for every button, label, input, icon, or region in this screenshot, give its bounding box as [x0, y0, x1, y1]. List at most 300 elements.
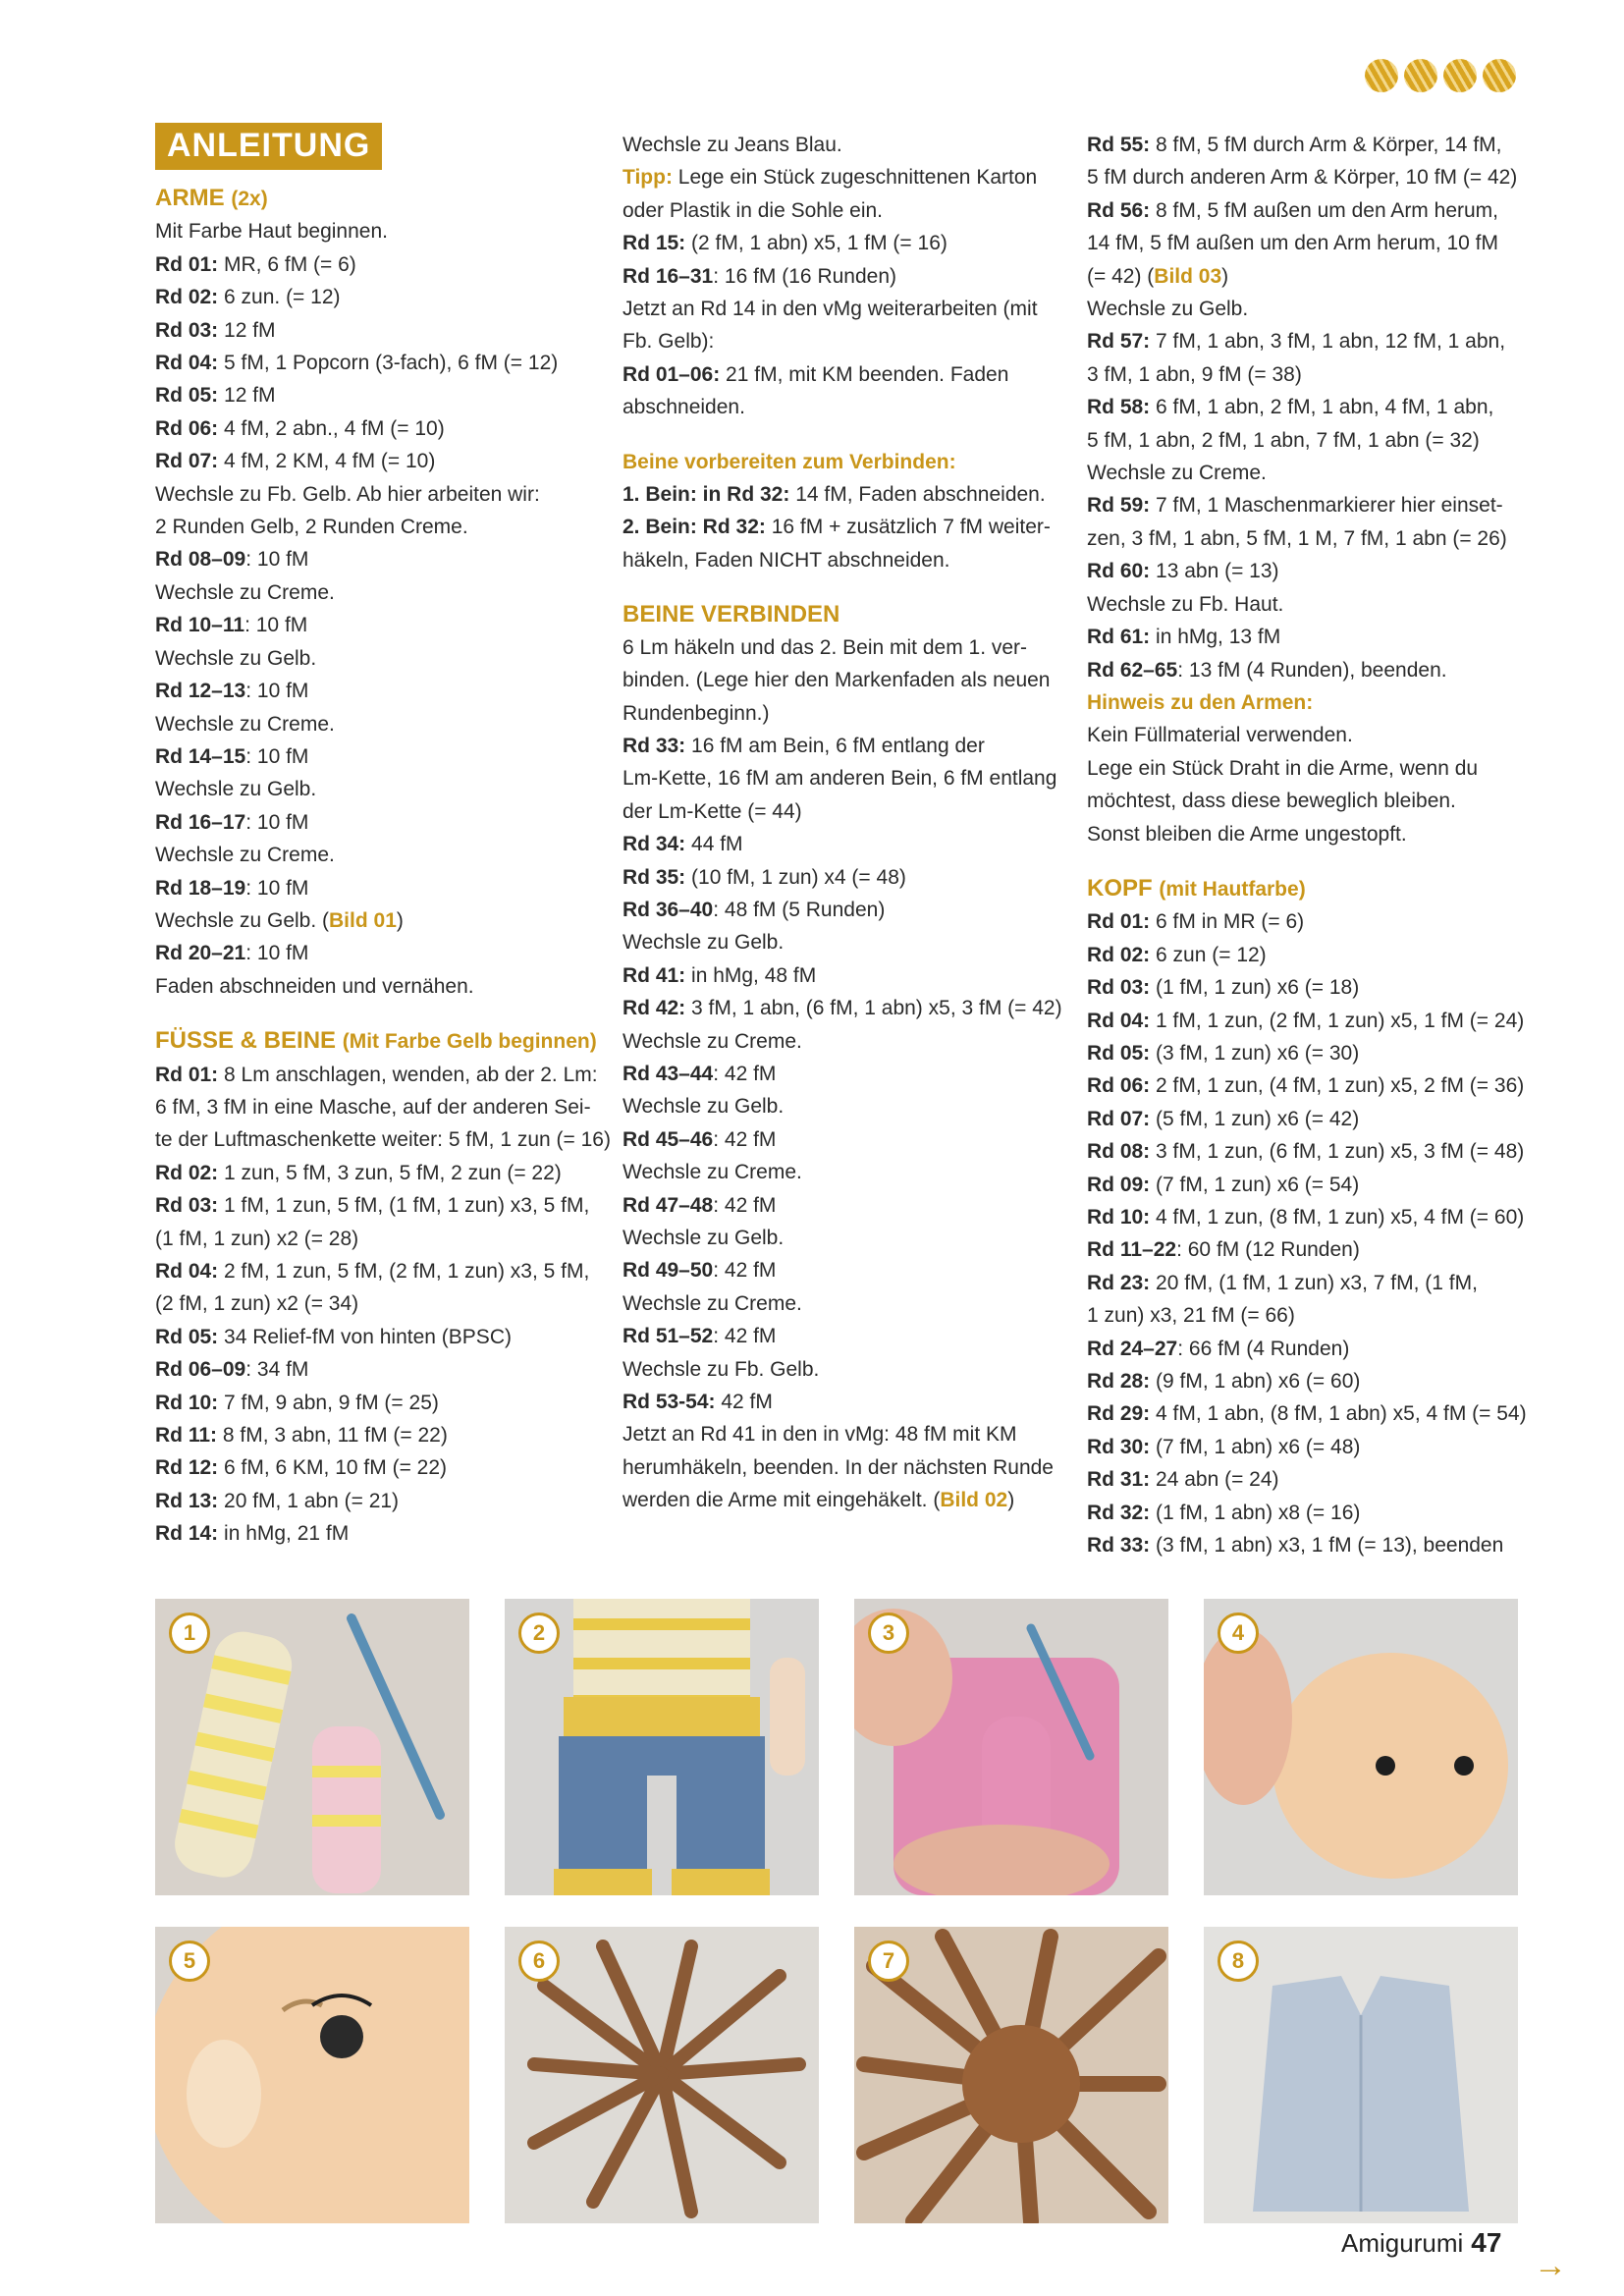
column-1: [155, 123, 611, 1551]
round-text: 1 fM, 1 zun, 5 fM, (1 fM, 1 zun) x3, 5 fM,: [218, 1194, 590, 1218]
round-text: Wechsle zu Creme.: [155, 580, 335, 604]
round-text: (3 fM, 1 zun) x6 (= 30): [1150, 1041, 1360, 1065]
round-label: Rd 47–48: [623, 1193, 714, 1217]
round-text: Jetzt an Rd 41 in den in vMg: 48 fM mit KM: [623, 1423, 1017, 1447]
instruction-line: [155, 708, 611, 740]
round-text: Wechsle zu Creme.: [623, 1161, 802, 1184]
instruction-line: [155, 1387, 611, 1419]
instruction-line: [623, 1287, 1062, 1320]
instruction-line: [155, 1287, 611, 1320]
round-text: 6 Lm häkeln und das 2. Bein mit dem 1. ver-: [623, 635, 1028, 659]
section-banner: ANLEITUNG: [155, 123, 382, 170]
round-text: : 42 fM: [713, 1127, 777, 1151]
yarn-ball-icon: [1443, 59, 1477, 92]
round-text: (1 fM, 1 zun) x2 (= 28): [155, 1227, 359, 1250]
round-label: Rd 32:: [1087, 1501, 1151, 1524]
yarn-ball-icon: [1365, 59, 1398, 92]
instruction-line: [623, 1353, 1062, 1386]
bild03-post: ): [1221, 264, 1229, 288]
instruction-line: [155, 314, 611, 347]
round-text: : 10 fM: [244, 614, 308, 637]
round-text: 3 fM, 1 abn, (6 fM, 1 abn) x5, 3 fM (= 42): [685, 997, 1062, 1020]
text-line: Lege ein Stück Draht in die Arme, wenn du: [1087, 756, 1479, 780]
arme-end-instructions: [155, 937, 611, 1003]
tipp-line-2: oder Plastik in die Sohle ein.: [623, 198, 883, 222]
round-label: Rd 11:: [155, 1424, 218, 1448]
instruction-line: [623, 1189, 1062, 1222]
round-text: (1 fM, 1 zun) x6 (= 18): [1150, 976, 1360, 1000]
round-label: Rd 02:: [1087, 943, 1151, 966]
round-label: Rd 53-54:: [623, 1391, 716, 1414]
round-text: 12 fM: [218, 318, 276, 342]
round-label: Rd 07:: [155, 450, 219, 473]
round-text: 6 fM, 1 abn, 2 fM, 1 abn, 4 fM, 1 abn,: [1150, 396, 1494, 419]
round-text: 8 fM, 3 abn, 11 fM (= 22): [217, 1424, 448, 1448]
round-text: (1 fM, 1 abn) x8 (= 16): [1150, 1501, 1361, 1524]
round-label: Rd 16–17: [155, 810, 246, 834]
instruction-line: [155, 1123, 611, 1156]
body-instructions-2: [1087, 293, 1527, 686]
round-label: Rd 51–52: [623, 1325, 714, 1348]
round-label: Rd 10:: [155, 1391, 219, 1414]
instruction-line: [1087, 161, 1527, 193]
instruction-line: [1087, 1397, 1527, 1430]
round-text: Wechsle zu Creme.: [623, 1029, 802, 1053]
round-text: (3 fM, 1 abn) x3, 1 fM (= 13), beenden: [1150, 1534, 1504, 1558]
instruction-line: [1087, 1201, 1527, 1233]
round-label: Rd 45–46: [623, 1127, 714, 1151]
instruction-line: [623, 894, 1062, 926]
round-text: : 10 fM: [245, 810, 309, 834]
instruction-line: [155, 937, 611, 969]
round-text: 16 fM + zusätzlich 7 fM weiter-: [765, 516, 1051, 539]
round-text: 3 fM, 1 abn, 9 fM (= 38): [1087, 362, 1302, 386]
round-text: : 10 fM: [245, 744, 309, 768]
round-label: Rd 49–50: [623, 1259, 714, 1283]
round-text: te der Luftmaschenkette weiter: 5 fM, 1 zun (= 16): [155, 1128, 611, 1152]
round-label: Rd 55:: [1087, 134, 1151, 156]
round-text: : 10 fM: [245, 680, 309, 703]
round-text: Wechsle zu Fb. Gelb.: [623, 1357, 820, 1381]
instruction-line: [1087, 1497, 1527, 1529]
round-label: Rd 08:: [1087, 1140, 1151, 1164]
instruction-line: [1087, 457, 1527, 489]
body-instructions: [1087, 129, 1527, 260]
round-label: Rd 15:: [623, 232, 686, 255]
round-text: 8 Lm anschlagen, wenden, ab der 2. Lm:: [218, 1063, 598, 1086]
round-label: Rd 05:: [1087, 1041, 1151, 1065]
fuesse-instructions: [155, 1059, 611, 1551]
round-label: Rd 43–44: [623, 1062, 714, 1085]
instruction-line: [1087, 971, 1527, 1004]
instruction-line: [1087, 588, 1527, 621]
round-label: Rd 60:: [1087, 560, 1151, 583]
round-text: : 42 fM: [713, 1259, 777, 1283]
round-label: Rd 02:: [155, 1161, 219, 1184]
round-label: Rd 04:: [155, 352, 219, 375]
hinweis-heading: Hinweis zu den Armen:: [1087, 690, 1314, 714]
photo-8-vest: [1204, 1927, 1518, 2223]
yarn-ball-icon: [1404, 59, 1437, 92]
round-label: Rd 12–13: [155, 680, 246, 703]
instruction-line: [1087, 293, 1527, 325]
round-label: Rd 08–09: [155, 548, 246, 572]
round-text: zen, 3 fM, 1 abn, 5 fM, 1 M, 7 fM, 1 abn (= 26): [1087, 526, 1507, 550]
round-label: Rd 11–22: [1087, 1238, 1177, 1262]
round-label: Rd 61:: [1087, 626, 1151, 649]
round-label: Rd 07:: [1087, 1107, 1151, 1130]
instruction-line: [155, 215, 611, 247]
instruction-line: [155, 543, 611, 575]
round-text: (2 fM, 1 abn) x5, 1 fM (= 16): [685, 232, 947, 255]
instruction-line: [623, 697, 1062, 730]
photo-5-face-eye: [155, 1927, 469, 2223]
round-label: Rd 29:: [1087, 1402, 1151, 1426]
round-text: Fb. Gelb):: [623, 330, 715, 354]
round-text: 8 fM, 5 fM durch Arm & Körper, 14 fM,: [1150, 134, 1502, 156]
magazine-name: Amigurumi: [1341, 2228, 1464, 2258]
instruction-line: [623, 1025, 1062, 1058]
verbinden-instructions: [623, 631, 1062, 1485]
round-label: Rd 23:: [1087, 1271, 1151, 1294]
round-text: Wechsle zu Creme.: [623, 1291, 802, 1315]
instruction-line: [155, 1223, 611, 1255]
fuesse-heading: [155, 1024, 611, 1058]
instruction-line: [155, 1451, 611, 1484]
instruction-line: [623, 631, 1062, 664]
photo-number: 8: [1218, 1941, 1259, 1982]
instruction-line: [1087, 424, 1527, 457]
round-text: in hMg, 13 fM: [1150, 626, 1281, 649]
instruction-line: [1087, 129, 1527, 161]
instruction-line: [155, 740, 611, 773]
instruction-line: [1087, 1135, 1527, 1168]
instruction-line: [155, 1517, 611, 1550]
round-label: Rd 09:: [1087, 1173, 1151, 1196]
instruction-line: [155, 1321, 611, 1353]
round-text: (7 fM, 1 zun) x6 (= 54): [1150, 1173, 1360, 1196]
instruction-line: [155, 347, 611, 379]
instruction-line: [155, 839, 611, 871]
round-text: : 13 fM (4 Runden), beenden.: [1177, 658, 1447, 682]
yarn-balls-decoration: [1365, 59, 1516, 92]
round-label: Rd 01:: [155, 1063, 219, 1086]
round-label: Rd 10–11: [155, 614, 245, 637]
round-label: Rd 03:: [155, 1194, 219, 1218]
round-text: 6 fM in MR (= 6): [1150, 910, 1305, 934]
bild02-pre: werden die Arme mit eingehäkelt. (: [623, 1489, 941, 1512]
round-label: Rd 28:: [1087, 1370, 1151, 1394]
instruction-line: [1087, 654, 1527, 686]
instruction-line: [623, 325, 1062, 357]
round-text: 14 fM, 5 fM außen um den Arm herum, 10 fM: [1087, 232, 1499, 255]
round-label: Rd 01:: [155, 252, 219, 276]
arme-instructions: [155, 215, 611, 904]
photo-2-body-legs: [505, 1599, 819, 1895]
instruction-line: [155, 1059, 611, 1091]
instruction-line: [155, 609, 611, 641]
round-label: Rd 01–06:: [623, 362, 721, 386]
round-label: Rd 06:: [1087, 1074, 1151, 1098]
round-text: : 16 fM (16 Runden): [713, 264, 896, 288]
instruction-line: [623, 511, 1062, 543]
instruction-line: [623, 293, 1062, 325]
round-text: 13 abn (= 13): [1150, 560, 1279, 583]
photo-number: 4: [1218, 1613, 1259, 1654]
round-label: Rd 03:: [155, 318, 219, 342]
round-text: 1 zun) x3, 21 fM (= 66): [1087, 1304, 1295, 1328]
round-text: 7 fM, 1 abn, 3 fM, 1 abn, 12 fM, 1 abn,: [1150, 330, 1506, 354]
photo-number: 6: [518, 1941, 560, 1982]
instruction-line: [155, 1157, 611, 1189]
round-text: : 42 fM: [713, 1062, 777, 1085]
round-text: Rundenbeginn.): [623, 701, 770, 725]
instruction-line: [623, 544, 1062, 576]
instruction-line: [155, 1419, 611, 1451]
instruction-line: [155, 511, 611, 543]
round-text: 2 fM, 1 zun, (4 fM, 1 zun) x5, 2 fM (= 36): [1150, 1074, 1525, 1098]
tipp-label: Tipp:: [623, 166, 673, 190]
instruction-line: [155, 281, 611, 313]
round-text: 4 fM, 2 KM, 4 fM (= 10): [218, 450, 436, 473]
round-label: Rd 05:: [155, 1325, 219, 1348]
instruction-line: [1087, 1037, 1527, 1069]
round-label: Rd 33:: [1087, 1534, 1151, 1558]
bild02-line: [623, 1484, 1062, 1516]
round-text: Wechsle zu Creme.: [155, 712, 335, 736]
instruction-line: [155, 1189, 611, 1222]
instruction-line: [1087, 1169, 1527, 1201]
round-text: 1 zun, 5 fM, 3 zun, 5 fM, 2 zun (= 22): [218, 1161, 562, 1184]
instruction-line: [1087, 1299, 1527, 1332]
round-text: : 42 fM: [713, 1325, 777, 1348]
instruction-line: [623, 762, 1062, 794]
round-label: Rd 36–40: [623, 898, 714, 921]
round-text: Jetzt an Rd 14 in den vMg weiterarbeiten (mit: [623, 298, 1038, 321]
instruction-line: [155, 872, 611, 904]
bild03-pre: (= 42) (: [1087, 264, 1155, 288]
photo-number: 7: [868, 1941, 909, 1982]
arme-heading: [155, 182, 611, 215]
instruction-line: [1087, 1365, 1527, 1397]
instruction-line: [623, 1058, 1062, 1090]
round-label: Rd 33:: [623, 734, 686, 757]
round-label: Rd 58:: [1087, 396, 1151, 419]
instruction-line: [155, 806, 611, 839]
round-text: 14 fM, Faden abschneiden.: [789, 483, 1046, 507]
round-text: 7 fM, 9 abn, 9 fM (= 25): [218, 1391, 439, 1414]
round-text: (9 fM, 1 abn) x6 (= 60): [1150, 1370, 1361, 1394]
round-text: : 66 fM (4 Runden): [1177, 1337, 1350, 1360]
round-text: binden. (Lege hier den Markenfaden als neuen: [623, 669, 1051, 692]
photo-7-hair-cap: [854, 1927, 1168, 2223]
instruction-line: [155, 970, 611, 1003]
bild01-pre: Wechsle zu Gelb. (: [155, 908, 330, 932]
round-text: Wechsle zu Gelb.: [155, 646, 317, 670]
vorbereiten-heading: Beine vorbereiten zum Verbinden:: [623, 450, 956, 473]
round-text: : 10 fM: [245, 942, 309, 965]
round-label: Rd 42:: [623, 997, 686, 1020]
hinweis-text: [1087, 719, 1527, 850]
round-text: Wechsle zu Fb. Haut.: [1087, 592, 1284, 616]
instruction-line: [623, 358, 1062, 391]
round-text: 44 fM: [685, 833, 743, 856]
instruction-line: [1087, 1431, 1527, 1463]
instruction-line: [1087, 905, 1527, 938]
instruction-line: [623, 1222, 1062, 1254]
round-text: 16 fM am Bein, 6 fM entlang der: [685, 734, 985, 757]
instruction-line: [155, 412, 611, 445]
leg-instructions: [623, 227, 1062, 423]
instruction-line: [1087, 1069, 1527, 1102]
round-text: 1 fM, 1 zun, (2 fM, 1 zun) x5, 1 fM (= 24): [1150, 1009, 1525, 1032]
round-label: Rd 24–27: [1087, 1337, 1178, 1360]
round-label: Rd 41:: [623, 963, 686, 987]
bild01-line: [155, 904, 611, 937]
instruction-line: [155, 445, 611, 477]
round-text: 4 fM, 1 zun, (8 fM, 1 zun) x5, 4 fM (= 60): [1150, 1206, 1525, 1229]
instruction-line: [155, 773, 611, 805]
round-label: Rd 04:: [155, 1260, 219, 1283]
instruction-line: [155, 642, 611, 675]
instruction-line: [1087, 1267, 1527, 1299]
kopf-sub: (mit Hautfarbe): [1159, 877, 1306, 901]
round-text: 12 fM: [218, 384, 276, 408]
round-text: Wechsle zu Creme.: [155, 844, 335, 867]
instruction-line: [1087, 1333, 1527, 1365]
photo-number: 1: [169, 1613, 210, 1654]
round-text: Wechsle zu Creme.: [1087, 462, 1267, 485]
round-label: Rd 34:: [623, 833, 686, 856]
round-text: (2 fM, 1 zun) x2 (= 34): [155, 1292, 359, 1316]
photo-3-pink-body: [854, 1599, 1168, 1895]
round-text: 42 fM: [715, 1391, 773, 1414]
round-text: 3 fM, 1 zun, (6 fM, 1 zun) x5, 3 fM (= 48): [1150, 1140, 1525, 1164]
instruction-line: [1087, 194, 1527, 227]
fuesse-title: FÜSSE & BEINE: [155, 1027, 337, 1055]
round-text: 2 fM, 1 zun, 5 fM, (2 fM, 1 zun) x3, 5 fM,: [218, 1260, 590, 1283]
round-text: 4 fM, 1 abn, (8 fM, 1 abn) x5, 4 fM (= 54): [1150, 1402, 1527, 1426]
round-text: Wechsle zu Gelb.: [155, 778, 317, 801]
instruction-line: [623, 1418, 1062, 1450]
instruction-line: [1087, 1005, 1527, 1037]
round-label: Rd 05:: [155, 384, 219, 408]
instruction-line: [623, 391, 1062, 423]
round-text: in hMg, 21 fM: [218, 1522, 350, 1546]
instruction-line: [623, 861, 1062, 894]
instruction-line: [623, 730, 1062, 762]
round-label: Rd 62–65: [1087, 658, 1178, 682]
instruction-line: [1087, 358, 1527, 391]
round-text: 8 fM, 5 fM außen um den Arm herum,: [1150, 198, 1498, 222]
photo-number: 2: [518, 1613, 560, 1654]
round-label: Rd 59:: [1087, 494, 1151, 518]
photo-number: 3: [868, 1613, 909, 1654]
round-label: Rd 31:: [1087, 1468, 1151, 1492]
round-text: 5 fM durch anderen Arm & Körper, 10 fM (= 42): [1087, 166, 1518, 190]
kopf-heading: [1087, 872, 1527, 905]
instruction-line: [623, 664, 1062, 696]
instruction-line: [623, 1386, 1062, 1418]
round-text: : 42 fM: [713, 1193, 777, 1217]
round-label: Rd 18–19: [155, 876, 246, 900]
intro-line: Wechsle zu Jeans Blau.: [623, 134, 842, 156]
instruction-line: [1087, 1103, 1527, 1135]
arrow-right-icon[interactable]: →: [1534, 2247, 1567, 2284]
round-text: 6 zun (= 12): [1150, 943, 1267, 966]
bild02-post: ): [1007, 1489, 1015, 1512]
round-text: häkeln, Faden NICHT abschneiden.: [623, 548, 950, 572]
instruction-line: [1087, 325, 1527, 357]
instruction-line: [155, 478, 611, 511]
instruction-line: [623, 227, 1062, 259]
round-text: : 60 fM (12 Runden): [1176, 1238, 1360, 1262]
instruction-line: [623, 795, 1062, 828]
round-label: Rd 03:: [1087, 976, 1151, 1000]
round-text: 4 fM, 2 abn., 4 fM (= 10): [218, 416, 445, 440]
instruction-line: [623, 260, 1062, 293]
round-text: 20 fM, 1 abn (= 21): [218, 1489, 400, 1512]
round-text: 6 fM, 3 fM in eine Masche, auf der anderen Sei-: [155, 1095, 591, 1119]
instruction-line: [1087, 939, 1527, 971]
yarn-ball-icon: [1483, 59, 1516, 92]
instruction-line: [155, 576, 611, 609]
instruction-line: [1087, 391, 1527, 423]
round-label: Rd 16–31: [623, 264, 714, 288]
vorbereiten-instructions: [623, 478, 1062, 576]
round-text: (10 fM, 1 zun) x4 (= 48): [685, 865, 906, 889]
bild01-post: ): [396, 908, 404, 932]
instruction-line: [155, 1353, 611, 1386]
instruction-line: [1087, 227, 1527, 259]
instruction-line: [1087, 1463, 1527, 1496]
round-text: herumhäkeln, beenden. In der nächsten Runde: [623, 1455, 1054, 1479]
instruction-line: [623, 1123, 1062, 1156]
round-label: Rd 04:: [1087, 1009, 1151, 1032]
instruction-line: [1087, 1233, 1527, 1266]
round-text: 6 zun. (= 12): [218, 286, 341, 309]
bild03-ref: Bild 03: [1154, 264, 1222, 288]
instruction-line: [155, 1091, 611, 1123]
instruction-line: [623, 1156, 1062, 1188]
round-text: : 48 fM (5 Runden): [713, 898, 886, 921]
tipp-line: [623, 161, 1062, 193]
round-label: Rd 35:: [623, 865, 686, 889]
instruction-line: [155, 248, 611, 281]
round-text: (5 fM, 1 zun) x6 (= 42): [1150, 1107, 1360, 1130]
round-label: Rd 20–21: [155, 942, 246, 965]
round-text: Wechsle zu Gelb.: [1087, 298, 1249, 321]
round-text: : 34 fM: [245, 1358, 309, 1382]
round-text: Faden abschneiden und vernähen.: [155, 974, 474, 998]
round-label: Rd 06–09: [155, 1358, 246, 1382]
instruction-line: [155, 1255, 611, 1287]
instruction-line: [155, 675, 611, 707]
round-label: Rd 14:: [155, 1522, 219, 1546]
bild03-line: [1087, 260, 1527, 293]
round-label: 1. Bein: in Rd 32:: [623, 483, 790, 507]
round-label: Rd 14–15: [155, 744, 246, 768]
instruction-line: [623, 1320, 1062, 1352]
photo-6-hair-loops: [505, 1927, 819, 2223]
round-label: Rd 56:: [1087, 198, 1151, 222]
arme-title: ARME: [155, 185, 225, 211]
round-text: in hMg, 48 fM: [685, 963, 817, 987]
bild02-ref: Bild 02: [940, 1489, 1008, 1512]
round-text: 7 fM, 1 Maschenmarkierer hier einset-: [1150, 494, 1503, 518]
photo-number: 5: [169, 1941, 210, 1982]
instruction-line: [623, 992, 1062, 1024]
